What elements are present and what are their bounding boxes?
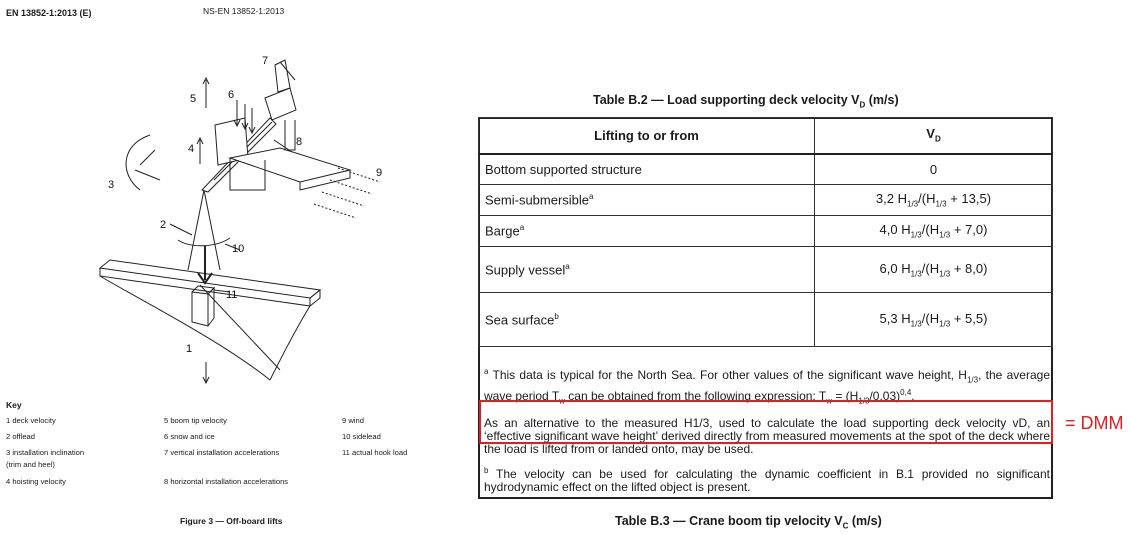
key-item: 2 offlead: [6, 432, 35, 441]
key-item: 5 boom tip velocity: [164, 416, 227, 425]
label-4: 4: [188, 143, 195, 155]
label-11: 11: [226, 289, 238, 301]
figure-caption: Figure 3 — Off-board lifts: [180, 516, 283, 526]
label-8: 8: [296, 136, 303, 148]
key-item: 7 vertical installation accelerations: [164, 448, 280, 457]
dmm-annotation: = DMM: [1065, 413, 1124, 433]
note-a: $^a$ This data is typical for the North Sea. For other values of the significant wave height, $H_{1/3}$, the average wave period $T_w$ can be obtained from the following expression: $T_w = (H_{1/3}/0,03)^{0,4}$.: [484, 367, 1050, 406]
label-5: 5: [190, 93, 197, 105]
key-item: 8 horizontal installation accelerations: [164, 477, 289, 486]
key-item: 6 snow and ice: [164, 432, 215, 441]
label-2: 2: [160, 219, 167, 231]
table-row: Barge$^a$ 4,0 $H_{1/3}/(H_{1/3} + 7,0)$: [479, 216, 1053, 247]
national-standard-id: NS-EN 13852-1:2013: [203, 6, 285, 16]
key-item: 3 installation inclination: [6, 448, 85, 457]
standard-id: EN 13852-1:2013 (E): [6, 8, 92, 18]
label-7: 7: [262, 55, 269, 67]
label-3: 3: [108, 179, 115, 191]
key-item: (trim and heel): [6, 460, 55, 469]
col-lifting-header: Lifting to or from: [479, 118, 815, 154]
next-table-title: Table B.3 — Crane boom tip velocity $V_C$ (m/s): [615, 514, 882, 531]
table-header-row: [479, 118, 1053, 154]
table-row: Supply vessel$^a$ 6,0 $H_{1/3}/(H_{1/3} + 8,0)$: [479, 247, 1053, 293]
table-row: Semi-submersible$^a$ 3,2 $H_{1/3}/(H_{1/3} + 13,5)$: [479, 185, 1053, 216]
table-row: Bottom supported structure 0: [479, 154, 1053, 185]
key-item: 1 deck velocity: [6, 416, 56, 425]
offboard-lift-figure: [80, 40, 440, 400]
label-9: 9: [376, 167, 383, 179]
label-10: 10: [232, 243, 245, 255]
note-alternative: As an alternative to the measured H1/3, used to calculate the load supporting deck velocity vD, an ‘effective significant wave height’ derived directly from measured movements at the spot of the deck where the load is lifted from or landed onto, may be used.: [484, 415, 1050, 456]
key-item: 10 sidelead: [342, 432, 381, 441]
label-6: 6: [228, 89, 235, 101]
table-title: Table B.2 — Load supporting deck velocity $V_D$ (m/s): [593, 93, 899, 110]
key-title: Key: [6, 400, 22, 410]
key-item: 4 hoisting velocity: [6, 477, 66, 486]
note-b: $^b$ The velocity can be used for calculating the dynamic coefficient in B.1 provided no significant hydrodynamic effect on the lifted object is present.: [484, 465, 1050, 494]
col-vd-header: $V_D$: [815, 118, 1053, 154]
key-item: 9 wind: [342, 416, 364, 425]
deck-velocity-table: [478, 117, 1053, 347]
highlight-box: [479, 400, 1053, 444]
label-1: 1: [186, 343, 193, 355]
table-row: Sea surface$^b$ 5,3 $H_{1/3}/(H_{1/3} + 5,5)$: [479, 293, 1053, 347]
key-item: 11 actual hook load: [342, 448, 408, 457]
